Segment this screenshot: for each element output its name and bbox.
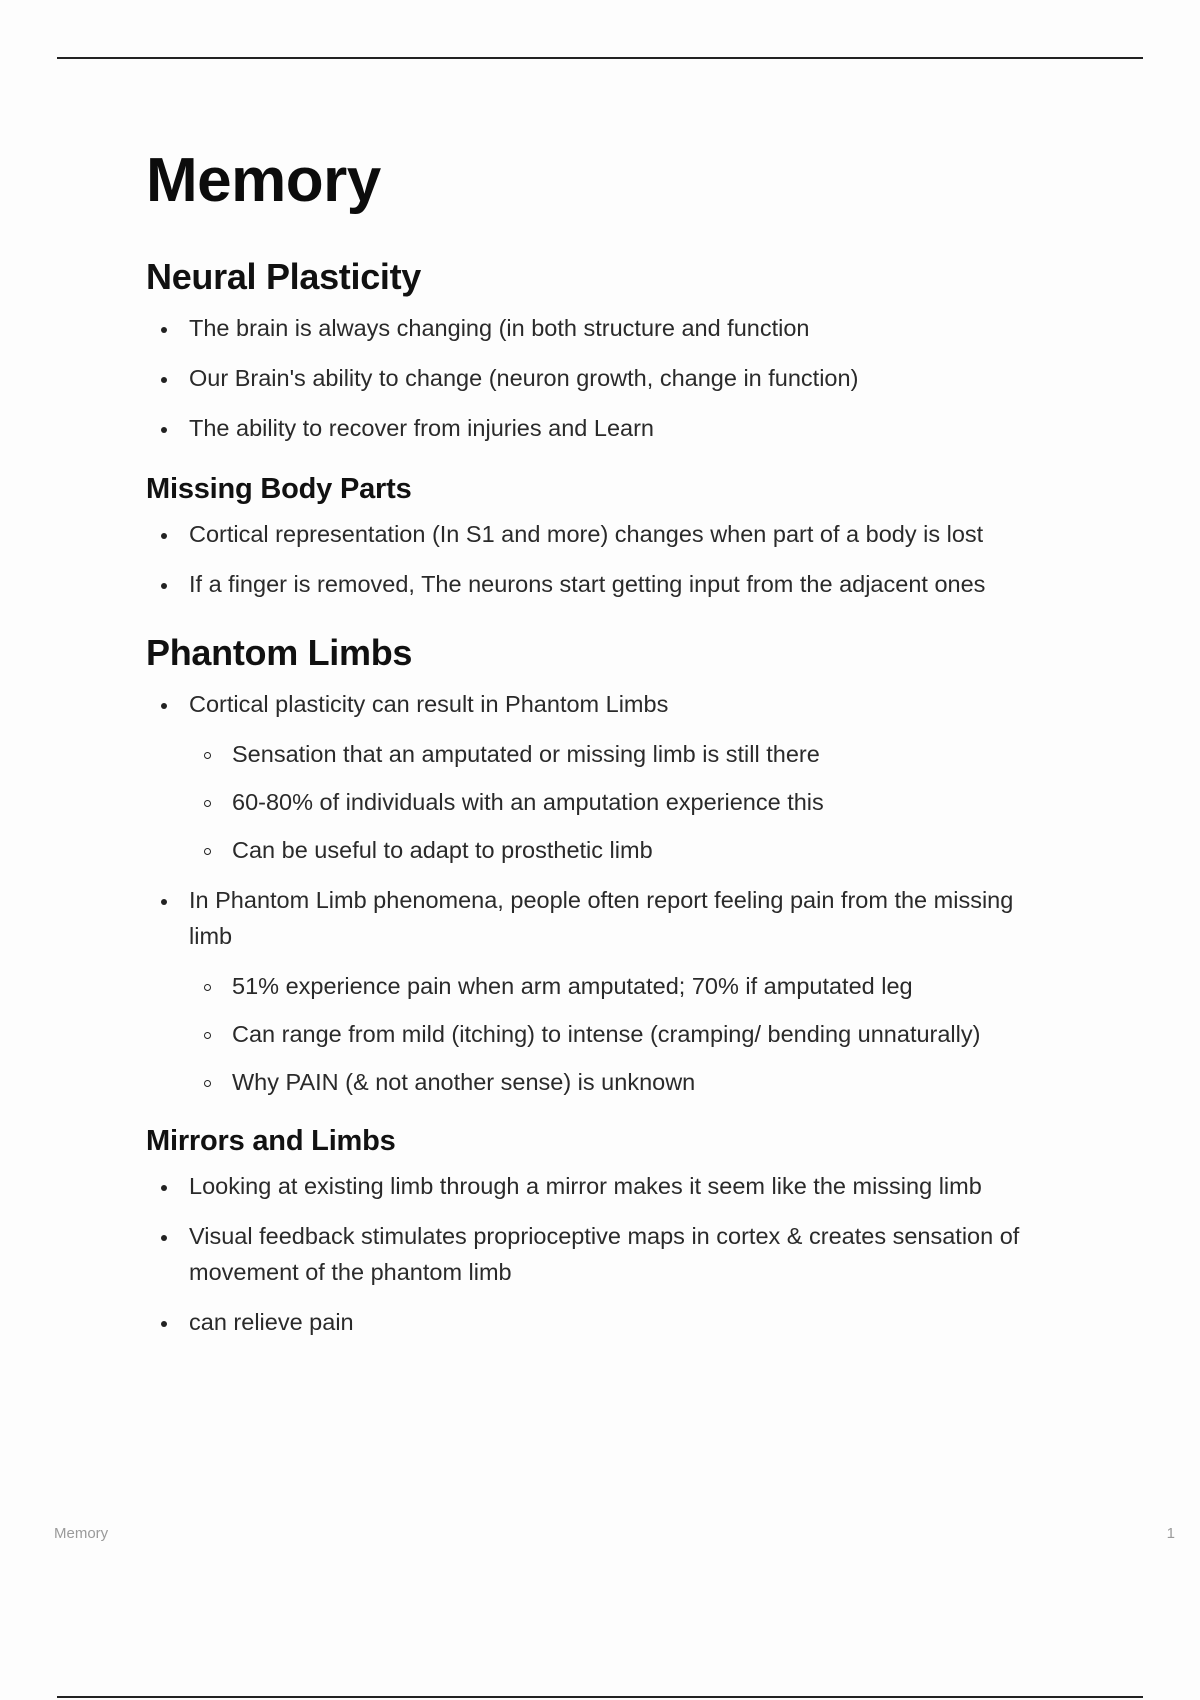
page-title: Memory xyxy=(146,146,381,215)
list-item: The ability to recover from injuries and Learn xyxy=(146,410,1106,446)
list-item xyxy=(146,882,1029,1100)
list-item: Visual feedback stimulates proprioceptive maps in cortex & creates sensation of movement of the phantom limb xyxy=(146,1218,1086,1290)
list-item: Our Brain's ability to change (neuron growth, change in function) xyxy=(146,360,1106,396)
sub-list xyxy=(189,736,1106,868)
sub-list-item: 60-80% of individuals with an amputation experience this xyxy=(189,784,1106,820)
missing-body-parts-list xyxy=(146,516,1106,602)
footer-doc-label: Memory xyxy=(54,1525,109,1542)
sub-list-item: Can be useful to adapt to prosthetic limb xyxy=(189,832,1106,868)
section-heading-missing-body-parts: Missing Body Parts xyxy=(146,473,412,505)
sub-list-item: 51% experience pain when arm amputated; 70% if amputated leg xyxy=(189,968,1119,1004)
bottom-rule xyxy=(57,1696,1143,1698)
neural-plasticity-list xyxy=(146,310,1106,446)
section-heading-phantom-limbs: Phantom Limbs xyxy=(146,632,413,673)
list-item xyxy=(146,686,1106,868)
list-item-text: Cortical plasticity can result in Phantom Limbs xyxy=(189,691,669,717)
list-item: Cortical representation (In S1 and more) changes when part of a body is lost xyxy=(146,516,1106,552)
sub-list-item: Why PAIN (& not another sense) is unknown xyxy=(189,1064,1119,1100)
mirrors-and-limbs-list xyxy=(146,1168,1086,1340)
section-heading-neural-plasticity: Neural Plasticity xyxy=(146,256,422,297)
sub-list-item: Sensation that an amputated or missing limb is still there xyxy=(189,736,1106,772)
section-heading-mirrors-and-limbs: Mirrors and Limbs xyxy=(146,1125,396,1157)
top-rule xyxy=(57,57,1143,59)
sub-list-item: Can range from mild (itching) to intense (cramping/ bending unnaturally) xyxy=(189,1016,1119,1052)
document-body xyxy=(146,140,1106,1340)
sub-list xyxy=(189,968,1119,1100)
list-item: Looking at existing limb through a mirror makes it seem like the missing limb xyxy=(146,1168,1086,1204)
list-item: If a finger is removed, The neurons start getting input from the adjacent ones xyxy=(146,566,1106,602)
phantom-limbs-list xyxy=(146,686,1106,1100)
list-item: The brain is always changing (in both structure and function xyxy=(146,310,1106,346)
footer-page-number: 1 xyxy=(1166,1525,1175,1542)
list-item: can relieve pain xyxy=(146,1304,1086,1340)
list-item-text: In Phantom Limb phenomena, people often report feeling pain from the missing limb xyxy=(189,887,1014,949)
